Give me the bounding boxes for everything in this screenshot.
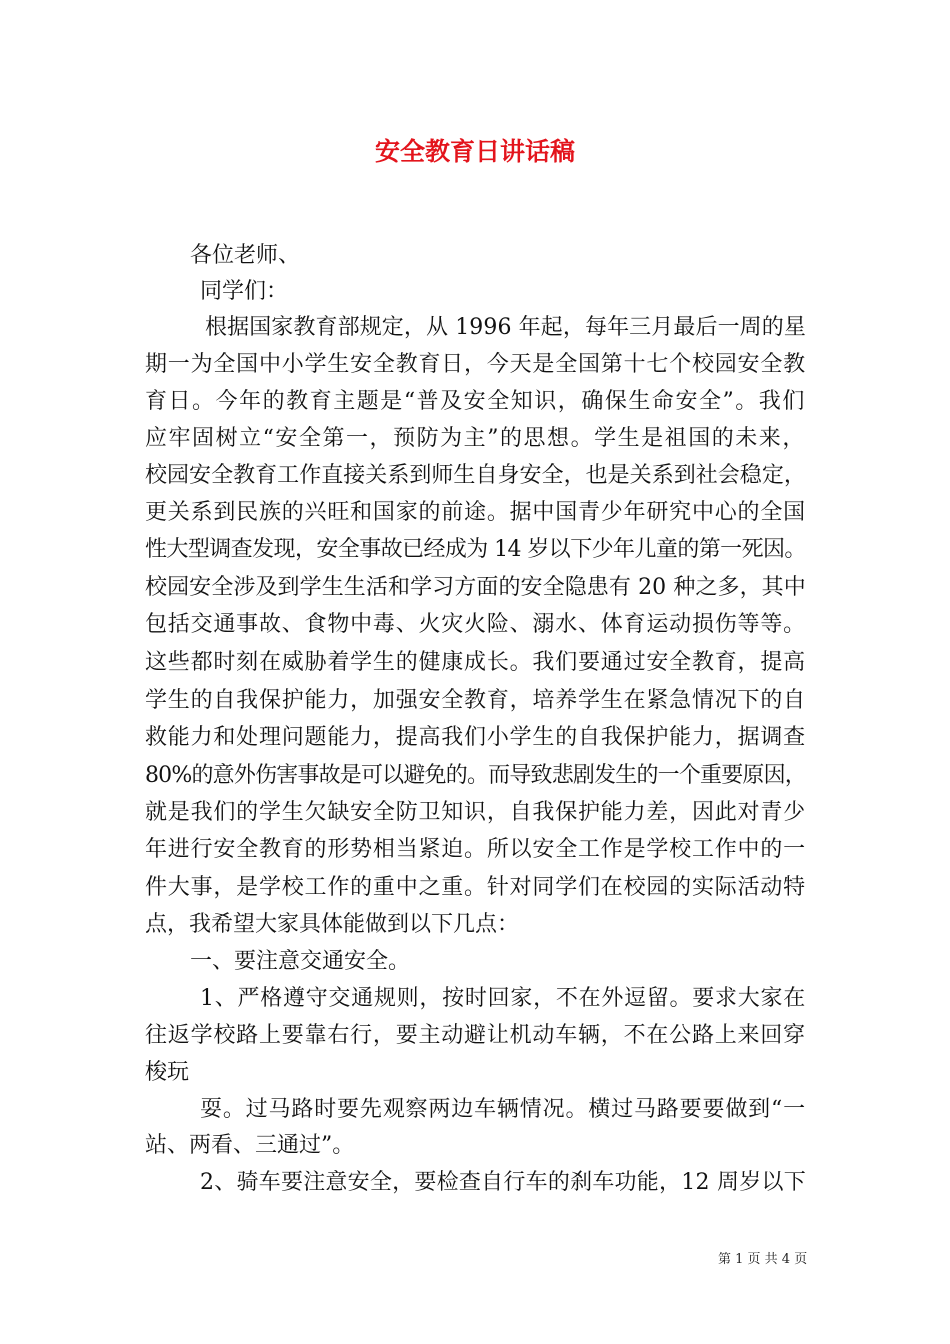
text-line: 件大事，是学校工作的重中之重。针对同学们在校园的实际活动特 (145, 875, 806, 900)
text-line: 梭玩 (145, 1060, 190, 1085)
text-line: 各位老师、 (190, 243, 301, 268)
text-line: 80%的意外伤害事故是可以避免的。而导致悲剧发生的一个重要原因， (145, 763, 806, 788)
page-number-footer: 第 1 页 共 4 页 (718, 1252, 808, 1267)
text-line: 更关系到民族的兴旺和国家的前途。据中国青少年研究中心的全国 (145, 500, 806, 525)
text-line: 就是我们的学生欠缺安全防卫知识，自我保护能力差，因此对青少 (145, 800, 806, 825)
text-line: 站、两看、三通过”。 (145, 1133, 355, 1158)
text-line: 年进行安全教育的形势相当紧迫。所以安全工作是学校工作中的一 (145, 837, 806, 862)
text-line: 耍。过马路时要先观察两边车辆情况。横过马路要要做到“一 (200, 1097, 806, 1122)
text-line: 一、要注意交通安全。 (190, 949, 411, 974)
text-line: 往返学校路上要靠右行，要主动避让机动车辆，不在公路上来回穿 (145, 1023, 806, 1048)
text-line: 包括交通事故、食物中毒、火灾火险、溺水、体育运动损伤等等。 (145, 612, 806, 637)
text-line: 性大型调查发现，安全事故已经成为 14 岁以下少年儿童的第一死因。 (145, 537, 806, 562)
text-line: 校园安全教育工作直接关系到师生自身安全，也是关系到社会稳定， (145, 463, 806, 488)
text-line: 这些都时刻在威胁着学生的健康成长。我们要通过安全教育，提高 (145, 650, 806, 675)
text-line: 救能力和处理问题能力，提高我们小学生的自我保护能力，据调查 (145, 725, 806, 750)
text-line: 学生的自我保护能力，加强安全教育，培养学生在紧急情况下的自 (145, 688, 806, 713)
text-line: 应牢固树立“安全第一，预防为主”的思想。学生是祖国的未来， (145, 426, 806, 451)
text-line: 育日。今年的教育主题是“普及安全知识，确保生命安全”。我们 (145, 389, 806, 414)
text-line: 点，我希望大家具体能做到以下几点： (145, 912, 520, 937)
text-line: 根据国家教育部规定，从 1996 年起，每年三月最后一周的星 (205, 315, 806, 340)
text-line: 2、骑车要注意安全，要检查自行车的刹车功能，12 周岁以下 (200, 1170, 806, 1195)
text-line: 1、严格遵守交通规则，按时回家，不在外逗留。要求大家在 (200, 986, 806, 1011)
text-line: 同学们： (200, 279, 289, 304)
document-title: 安全教育日讲话稿 (374, 137, 575, 166)
text-line: 校园安全涉及到学生生活和学习方面的安全隐患有 20 种之多，其中 (145, 575, 806, 600)
text-line: 期一为全国中小学生安全教育日，今天是全国第十七个校园安全教 (145, 352, 806, 377)
